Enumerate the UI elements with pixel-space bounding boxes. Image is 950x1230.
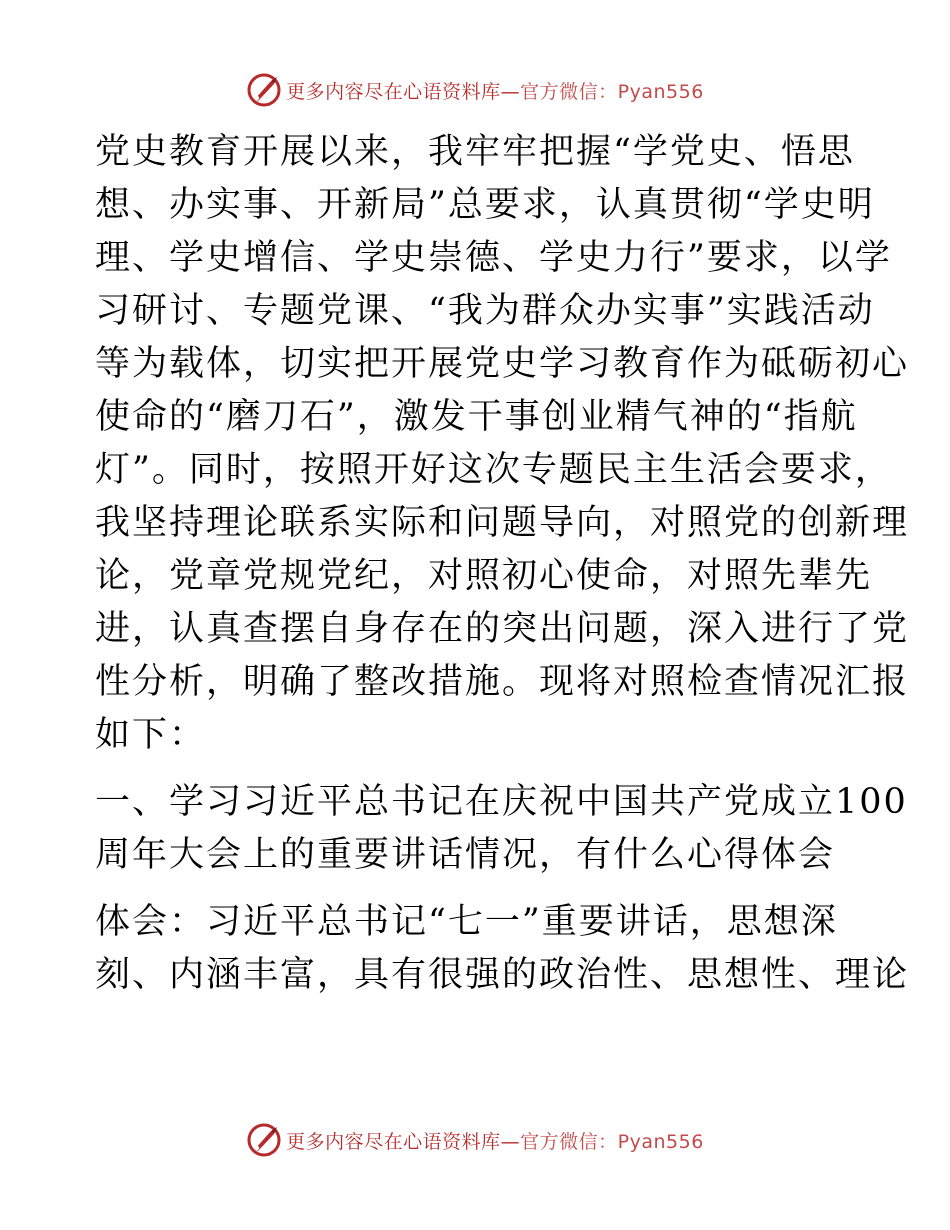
text-line: 体会：习近平总书记“七一”重要讲话，思想深 — [95, 902, 838, 942]
text-line: 性分析，明确了整改措施。现将对照检查情况汇报 — [95, 662, 910, 702]
header-watermark — [0, 70, 950, 110]
watermark-text — [286, 1127, 704, 1154]
section-heading-1 — [95, 776, 908, 882]
text-line: 党史教育开展以来，我牢牢把握“学党史、悟思 — [95, 132, 855, 172]
document-body — [95, 126, 910, 1002]
watermark-site-text: 更多内容尽在心语资料库— — [286, 80, 521, 103]
text-line: 使命的“磨刀石”，激发干事创业精气神的“指航 — [95, 397, 858, 437]
quill-logo-icon — [246, 1122, 282, 1158]
text-line: 进，认真查摆自身存在的突出问题，深入进行了党 — [95, 609, 910, 649]
footer-watermark — [0, 1120, 950, 1160]
heading-line: 周年大会上的重要讲话情况，有什么心得体会 — [95, 835, 836, 875]
text-line: 灯”。同时，按照开好这次专题民主生活会要求， — [95, 450, 892, 490]
watermark-wechat-text: 官方微信：Pyan556 — [520, 1130, 704, 1153]
quill-logo-icon — [246, 72, 282, 108]
watermark-text — [286, 77, 704, 104]
text-line: 理、学史增信、学史崇德、学史力行”要求，以学 — [95, 238, 892, 278]
paragraph-reflection — [95, 896, 910, 1002]
watermark-site-text: 更多内容尽在心语资料库— — [286, 1130, 521, 1153]
watermark-wechat-text: 官方微信：Pyan556 — [520, 80, 704, 103]
text-line: 如下： — [95, 715, 207, 755]
text-line: 论，党章党规党纪，对照初心使命，对照先辈先 — [95, 556, 873, 596]
paragraph-intro — [95, 126, 910, 762]
heading-line: 一、学习习近平总书记在庆祝中国共产党成立100 — [95, 782, 908, 822]
text-line: 我坚持理论联系实际和问题导向，对照党的创新理 — [95, 503, 910, 543]
text-line: 想、办实事、开新局”总要求，认真贯彻“学史明 — [95, 185, 875, 225]
text-line: 习研讨、专题党课、“我为群众办实事”实践活动 — [95, 291, 875, 331]
text-line: 刻、内涵丰富，具有很强的政治性、思想性、理论 — [95, 955, 910, 995]
text-line: 等为载体，切实把开展党史学习教育作为砥砺初心 — [95, 344, 910, 384]
